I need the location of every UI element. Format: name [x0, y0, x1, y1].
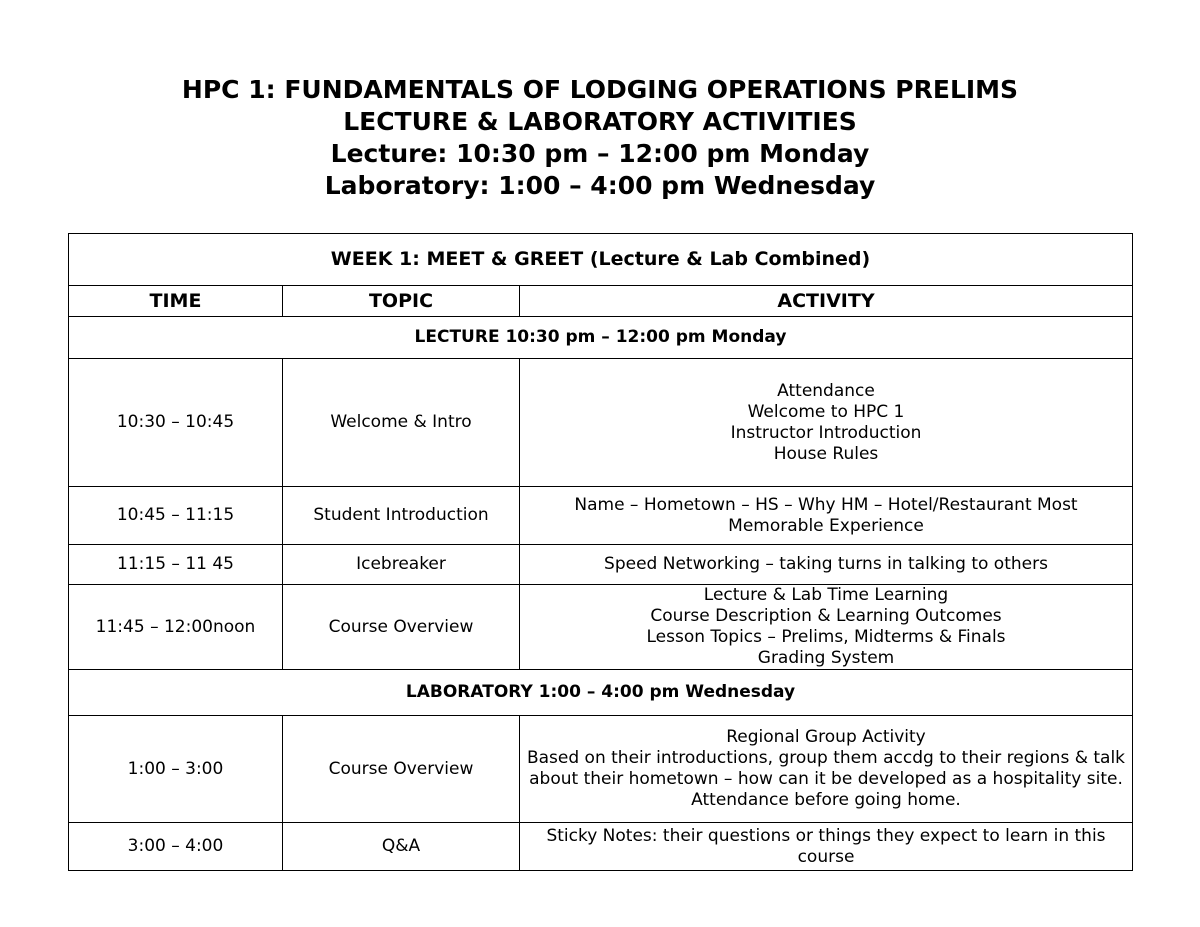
title-line-lab-schedule: Laboratory: 1:00 – 4:00 pm Wednesday	[324, 171, 876, 200]
week-title-row	[69, 234, 1133, 286]
activity-line: Lecture & Lab Time Learning	[703, 585, 949, 605]
activity-line: Attendance before going home.	[691, 790, 961, 810]
time-cell: 10:45 – 11:15	[69, 487, 283, 545]
lecture-section-title: LECTURE 10:30 pm – 12:00 pm Monday	[69, 317, 1133, 359]
topic-cell: Q&A	[283, 823, 520, 871]
table-row	[69, 359, 1133, 487]
title-line-course: HPC 1: FUNDAMENTALS OF LODGING OPERATIONS PRELIMS	[181, 75, 1019, 104]
time-cell: 1:00 – 3:00	[69, 716, 283, 823]
activity-line: Sticky Notes: their questions or things they expect to learn in this course	[546, 825, 1106, 867]
lecture-section-row	[69, 317, 1133, 359]
column-header-topic: TOPIC	[283, 286, 520, 317]
schedule-table	[68, 233, 1133, 871]
activity-cell	[520, 716, 1133, 823]
activity-cell	[520, 545, 1133, 585]
table-row	[69, 487, 1133, 545]
table-row	[69, 823, 1133, 871]
topic-cell: Course Overview	[283, 585, 520, 670]
week-title: WEEK 1: MEET & GREET (Lecture & Lab Combined)	[69, 234, 1133, 286]
time-cell: 11:15 – 11 45	[69, 545, 283, 585]
topic-cell: Icebreaker	[283, 545, 520, 585]
column-header-activity: ACTIVITY	[520, 286, 1133, 317]
activity-line: Lesson Topics – Prelims, Midterms & Finals	[646, 627, 1006, 647]
time-cell: 10:30 – 10:45	[69, 359, 283, 487]
table-row	[69, 585, 1133, 670]
title-line-lecture-schedule: Lecture: 10:30 pm – 12:00 pm Monday	[330, 139, 870, 168]
title-line-activities: LECTURE & LABORATORY ACTIVITIES	[343, 107, 857, 136]
activity-cell	[520, 585, 1133, 670]
activity-line: House Rules	[773, 443, 879, 464]
activity-cell	[520, 487, 1133, 545]
activity-line: Course Description & Learning Outcomes	[650, 606, 1002, 626]
topic-cell: Welcome & Intro	[283, 359, 520, 487]
activity-line: Speed Networking – taking turns in talking to others	[604, 554, 1048, 574]
activity-line: Grading System	[757, 648, 895, 668]
column-header-time: TIME	[69, 286, 283, 317]
activity-line: Welcome to HPC 1	[747, 401, 905, 422]
activity-line: Instructor Introduction	[730, 422, 922, 443]
activity-line: Name – Hometown – HS – Why HM – Hotel/Restaurant Most Memorable Experience	[574, 494, 1078, 536]
activity-cell	[520, 359, 1133, 487]
topic-cell: Student Introduction	[283, 487, 520, 545]
table-row	[69, 545, 1133, 585]
time-cell: 3:00 – 4:00	[69, 823, 283, 871]
topic-cell: Course Overview	[283, 716, 520, 823]
time-cell: 11:45 – 12:00noon	[69, 585, 283, 670]
lab-section-title: LABORATORY 1:00 – 4:00 pm Wednesday	[69, 670, 1133, 716]
table-row	[69, 716, 1133, 823]
activity-line: Regional Group Activity	[726, 727, 926, 747]
activity-cell	[520, 823, 1133, 871]
page-title	[0, 74, 1200, 202]
table-header-row	[69, 286, 1133, 317]
activity-line: Attendance	[777, 380, 875, 401]
lab-section-row	[69, 670, 1133, 716]
activity-line: Based on their introductions, group them accdg to their regions & talk about their hometown – how can it be developed as a hospitality site.	[526, 748, 1126, 789]
